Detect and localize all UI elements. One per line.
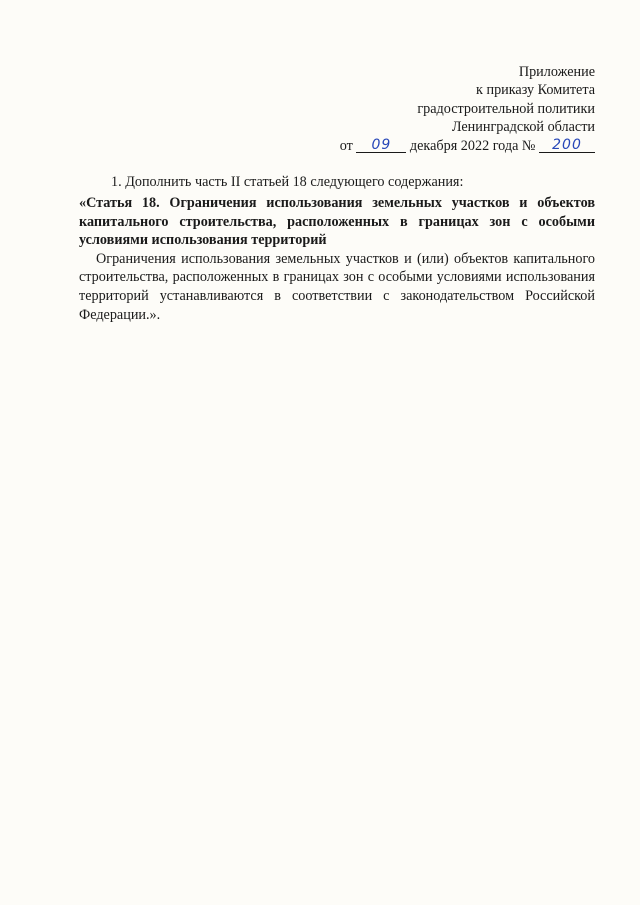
date-month-year: декабря 2022 года № bbox=[409, 137, 536, 154]
header-line-committee: градостроительной политики bbox=[417, 100, 595, 117]
header-date-line bbox=[340, 137, 595, 155]
appendix-header bbox=[340, 63, 595, 155]
day-field bbox=[356, 138, 406, 153]
article-title: «Статья 18. Ограничения использования земельных участков и объектов капитального строительства, расположенных в границах зон с особыми условиями использования территорий bbox=[79, 195, 595, 249]
number-field bbox=[539, 138, 595, 153]
date-prefix: от bbox=[339, 137, 353, 154]
article-text: Ограничения использования земельных участков и (или) объектов капитального строительства, расположенных в границах зон с особыми условиями использования территорий устанавливаются в соответствии с законодательством Российской Федерации.». bbox=[79, 250, 595, 323]
header-line-order: к приказу Комитета bbox=[476, 82, 595, 99]
header-line-region: Ленинградской области bbox=[451, 119, 595, 136]
handwritten-number: 200 bbox=[552, 136, 582, 153]
header-line-appendix: Приложение bbox=[518, 64, 595, 80]
handwritten-day: 09 bbox=[371, 136, 392, 153]
item-1: 1. Дополнить часть II статьей 18 следующего содержания: bbox=[111, 174, 464, 190]
article-18 bbox=[79, 194, 595, 324]
